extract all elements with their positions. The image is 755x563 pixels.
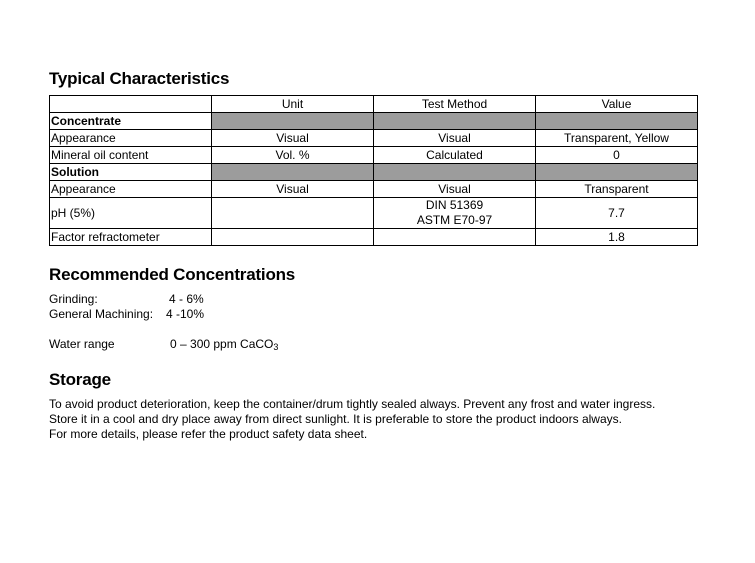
storage-line: To avoid product deterioration, keep the container/drum tightly sealed always. Prevent any frost and water ingress.	[49, 397, 656, 411]
storage-paragraph	[49, 397, 655, 442]
water-range-subscript: 3	[273, 342, 279, 352]
water-range-text: 0 – 300 ppm CaCO	[170, 337, 274, 351]
method-cell: Calculated	[374, 147, 536, 164]
section-fill	[536, 113, 698, 130]
value-cell: 7.7	[536, 198, 698, 229]
section-row-concentrate	[50, 113, 698, 130]
water-range-label: Water range	[49, 337, 115, 351]
value-cell: 1.8	[536, 229, 698, 246]
property-cell: Appearance	[50, 130, 212, 147]
table-row	[50, 229, 698, 246]
storage-heading: Storage	[49, 370, 111, 389]
header-cell-test-method: Test Method	[374, 96, 536, 113]
method-cell: Visual	[374, 181, 536, 198]
section-fill	[374, 113, 536, 130]
section-row-solution	[50, 164, 698, 181]
section-title: Solution	[50, 164, 212, 181]
method-line: ASTM E70-97	[416, 213, 493, 227]
concentration-value: 4 -10%	[166, 307, 205, 321]
concentration-value: 4 - 6%	[169, 292, 204, 306]
storage-line: For more details, please refer the product safety data sheet.	[49, 427, 368, 441]
method-cell	[374, 198, 536, 229]
storage-line: Store it in a cool and dry place away from direct sunlight. It is preferable to store the product indoors always.	[49, 412, 622, 426]
unit-cell	[212, 229, 374, 246]
value-cell: 0	[536, 147, 698, 164]
method-cell	[374, 229, 536, 246]
unit-cell: Visual	[212, 130, 374, 147]
property-cell: Mineral oil content	[50, 147, 212, 164]
value-cell: Transparent, Yellow	[536, 130, 698, 147]
value-cell: Transparent	[536, 181, 698, 198]
unit-cell: Vol. %	[212, 147, 374, 164]
recommended-concentrations-heading: Recommended Concentrations	[49, 265, 296, 284]
table-row	[50, 130, 698, 147]
table-row	[50, 198, 698, 229]
section-fill	[212, 164, 374, 181]
header-cell-property	[50, 96, 212, 113]
water-range-value	[170, 337, 278, 352]
section-fill	[212, 113, 374, 130]
section-fill	[536, 164, 698, 181]
property-cell: Appearance	[50, 181, 212, 198]
property-cell: Factor refractometer	[50, 229, 212, 246]
header-cell-unit: Unit	[212, 96, 374, 113]
method-line: DIN 51369	[425, 198, 484, 212]
characteristics-table	[49, 95, 698, 246]
table-row	[50, 147, 698, 164]
unit-cell: Visual	[212, 181, 374, 198]
concentration-label: General Machining:	[49, 307, 154, 321]
property-cell: pH (5%)	[50, 198, 212, 229]
method-cell: Visual	[374, 130, 536, 147]
header-cell-value: Value	[536, 96, 698, 113]
section-title: Concentrate	[50, 113, 212, 130]
unit-cell	[212, 198, 374, 229]
table-row	[50, 181, 698, 198]
typical-characteristics-heading: Typical Characteristics	[49, 69, 230, 88]
section-fill	[374, 164, 536, 181]
concentration-label: Grinding:	[49, 292, 98, 306]
table-header-row	[50, 96, 698, 113]
